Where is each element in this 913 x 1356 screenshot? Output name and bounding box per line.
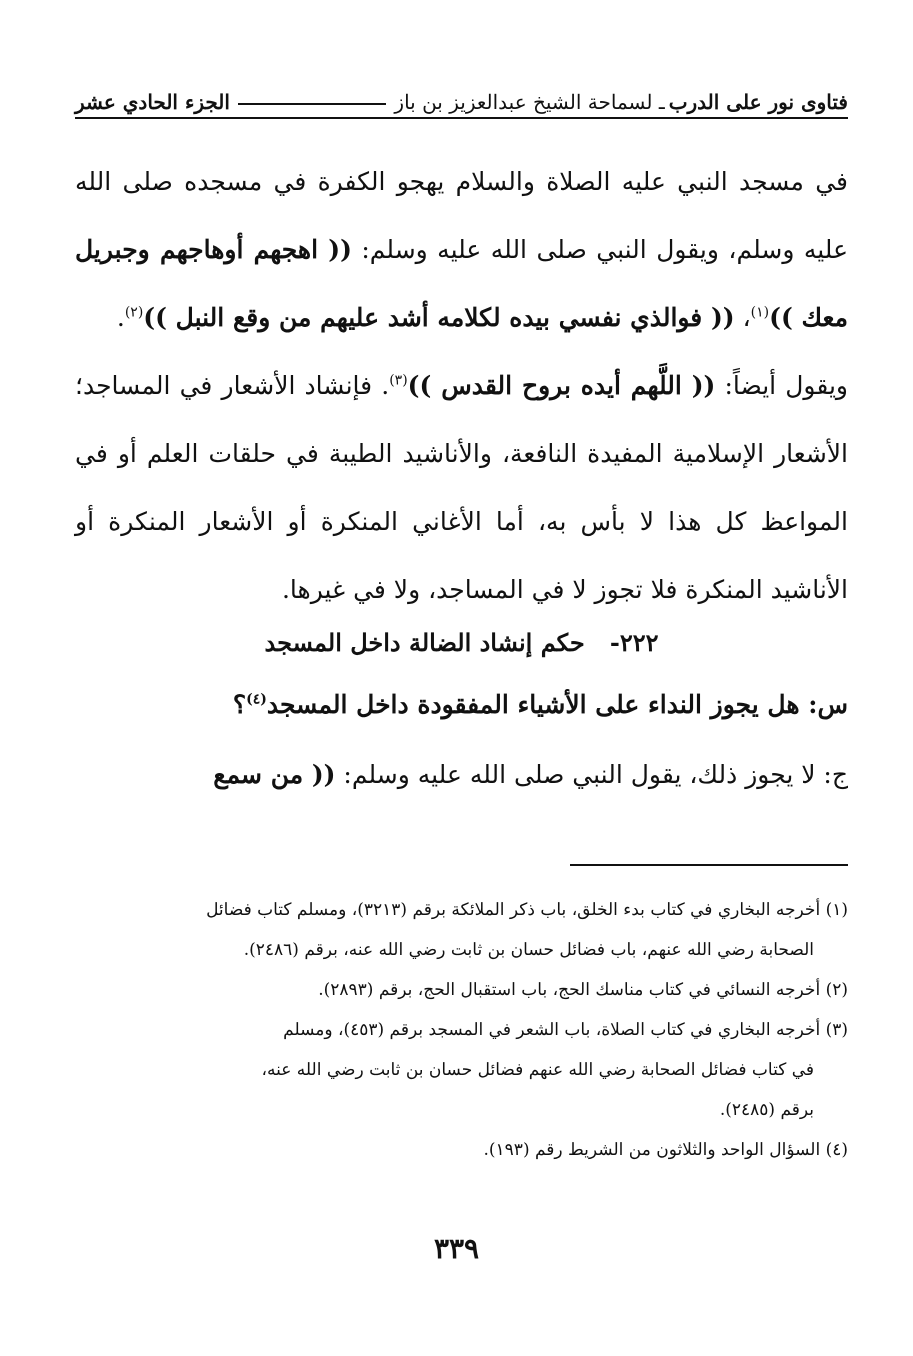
footnote-ref-3[interactable]: (٣) bbox=[389, 372, 408, 389]
footnote-3-line-3: برقم (٢٤٨٥). bbox=[719, 1100, 814, 1120]
footnote-3-line-2: في كتاب فضائل الصحابة رضي الله عنهم فضائل حسان بن ثابت رضي الله عنه، bbox=[261, 1060, 814, 1080]
answer bbox=[75, 750, 848, 800]
footnote-4-line-1: (٤) السؤال الواحد والثلاثون من الشريط رقم (١٩٣). bbox=[483, 1140, 848, 1160]
answer-quote-start: (( من سمع bbox=[213, 760, 336, 789]
footnotes bbox=[75, 890, 848, 1170]
footnote-4 bbox=[75, 1130, 848, 1170]
footnote-3-cont bbox=[75, 1050, 848, 1090]
section-heading bbox=[75, 618, 848, 668]
footnote-2-line-1: (٢) أخرجه النسائي في كتاب مناسك الحج، باب استقبال الحج، برقم (٢٨٩٣). bbox=[318, 980, 848, 1000]
section-title: حكم إنشاد الضالة داخل المسجد bbox=[264, 628, 585, 657]
footnote-2 bbox=[75, 970, 848, 1010]
book-title: فتاوى نور على الدرب bbox=[668, 90, 848, 114]
hadith-quote-2: (( فوالذي نفسي بيده لكلامه أشد عليهم من وقع النبل )) bbox=[143, 303, 735, 332]
volume-part: الجزء الحادي عشر bbox=[75, 90, 230, 114]
footnote-ref-2[interactable]: (٢) bbox=[124, 304, 144, 321]
paragraph-2 bbox=[75, 352, 848, 624]
hadith-quote-1: (( اهجهم أوهاجهم وجبريل معك )) bbox=[75, 235, 848, 332]
header-divider bbox=[75, 117, 848, 119]
main-text bbox=[75, 148, 848, 624]
footnote-ref-1[interactable]: (١) bbox=[750, 304, 770, 321]
footnote-3-cont-2 bbox=[75, 1090, 848, 1130]
footnote-ref-4[interactable]: (٤) bbox=[246, 691, 267, 708]
answer-text: ج: لا يجوز ذلك، يقول النبي صلى الله عليه وسلم: bbox=[335, 760, 848, 789]
hadith-quote-3: (( اللَّهم أيده بروح القدس )) bbox=[407, 371, 716, 400]
running-header bbox=[75, 78, 848, 114]
footnote-1-line-1: (١) أخرجه البخاري في كتاب بدء الخلق، باب ذكر الملائكة برقم (٣٢١٣)، ومسلم كتاب فضائل bbox=[206, 900, 848, 920]
paragraph-1-text: في مسجد النبي عليه الصلاة والسلام يهجو الكفرة في مسجده صلى الله عليه وسلم، ويقول النبي صلى الله عليه وسلم: bbox=[75, 167, 848, 264]
question bbox=[75, 680, 848, 730]
footnote-1-line-2: الصحابة رضي الله عنهم، باب فضائل حسان بن ثابت رضي الله عنه، برقم (٢٤٨٦). bbox=[243, 940, 814, 960]
paragraph-2-text: . فإنشاد الأشعار في المساجد؛ الأشعار الإسلامية المفيدة النافعة، والأناشيد الطيبة في حلقات العلم أو في المواعظ كل هذا لا بأس به، أما الأغاني المنكرة أو الأشعار المنكرة أو الأناشيد المنكرة فلا تجوز لا في المساجد، ولا في غيرها. bbox=[75, 371, 848, 604]
footnote-3 bbox=[75, 1010, 848, 1050]
header-rule-fill bbox=[238, 103, 386, 105]
paragraph-2-intro: ويقول أيضاً: bbox=[715, 371, 848, 400]
paragraph-1-end: . bbox=[116, 303, 125, 332]
footnote-1 bbox=[75, 890, 848, 930]
section-number: ٢٢٢- bbox=[609, 628, 659, 657]
footnote-separator bbox=[570, 864, 848, 866]
page-number: ٣٣٩ bbox=[433, 1232, 480, 1265]
author-name: ـ لسماحة الشيخ عبدالعزيز بن باز bbox=[394, 90, 665, 114]
separator: ، bbox=[734, 303, 751, 332]
question-text: س: هل يجوز النداء على الأشياء المفقودة داخل المسجد bbox=[266, 690, 848, 719]
paragraph-1 bbox=[75, 148, 848, 352]
footnote-3-line-1: (٣) أخرجه البخاري في كتاب الصلاة، باب الشعر في المسجد برقم (٤٥٣)، ومسلم bbox=[283, 1020, 848, 1040]
footnote-1-cont bbox=[75, 930, 848, 970]
header-right bbox=[394, 90, 848, 114]
question-mark: ؟ bbox=[232, 690, 247, 719]
